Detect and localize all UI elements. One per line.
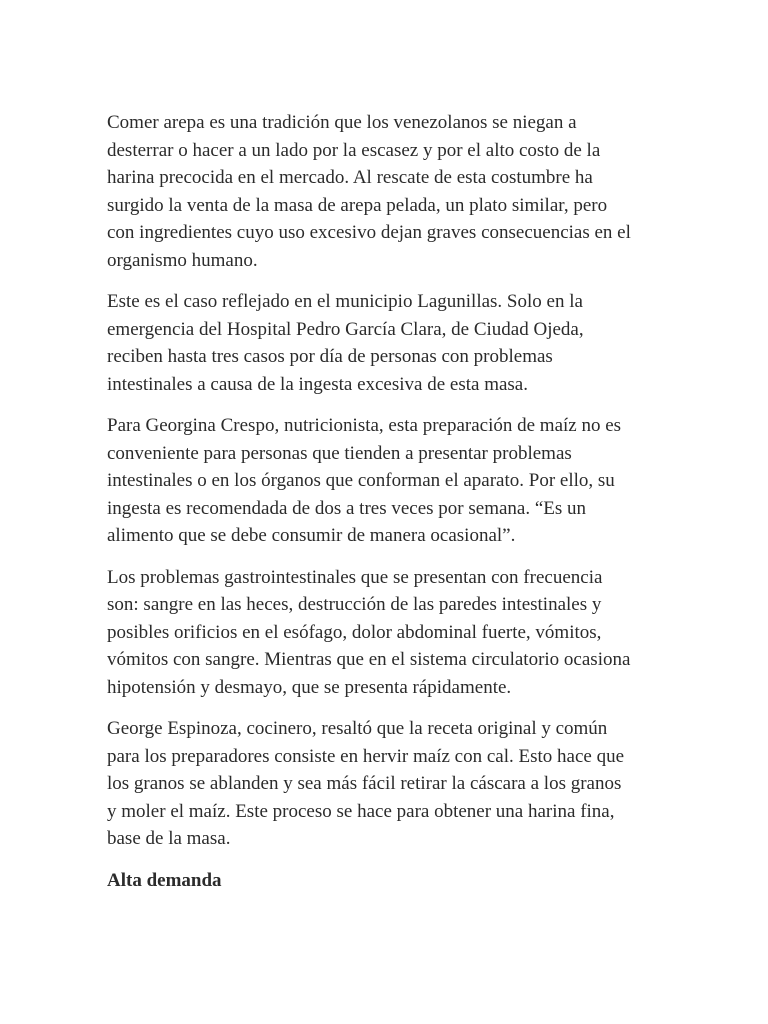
paragraph-nutritionist-quote: Para Georgina Crespo, nutricionista, esta preparación de maíz no es conveniente para personas que tienden a presentar problemas intestinales o en los órganos que conforman el aparato. Por ello, su ingesta es recomendada de dos a tres veces por semana. “Es un alimento que se debe consumir de manera ocasional”. [107,415,622,546]
section-heading: Alta demanda [107,869,222,891]
paragraph-lagunillas-case: Este es el caso reflejado en el municipio Lagunillas. Solo en la emergencia del Hospital Pedro García Clara, de Ciudad Ojeda, reciben hasta tres casos por día de personas con problemas intestinales a causa de la ingesta excesiva de esta masa. [107,291,584,395]
article-body [107,109,673,894]
paragraph-health-problems: Los problemas gastrointestinales que se presentan con frecuencia son: sangre en las heces, destrucción de las paredes intestinales y posibles orificios en el esófago, dolor abdominal fuerte, vómitos, vómitos con sangre. Mientras que en el sistema circulatorio ocasiona hipotensión y desmayo, que se presenta rápidamente. [107,566,631,698]
paragraph-cook-recipe: George Espinoza, cocinero, resaltó que la receta original y común para los preparadores consiste en hervir maíz con cal. Esto hace que los granos se ablanden y sea más fácil retirar la cáscara a los granos y moler el maíz. Este proceso se hace para obtener una harina fina, base de la masa. [107,718,624,849]
paragraph-arepa-tradition: Comer arepa es una tradición que los venezolanos se niegan a desterrar o hacer a un lado por la escasez y por el alto costo de la harina precocida en el mercado. Al rescate de esta costumbre ha surgido la venta de la masa de arepa pelada, un plato similar, pero con ingredientes cuyo uso excesivo dejan graves consecuencias en el organismo humano. [107,112,631,271]
